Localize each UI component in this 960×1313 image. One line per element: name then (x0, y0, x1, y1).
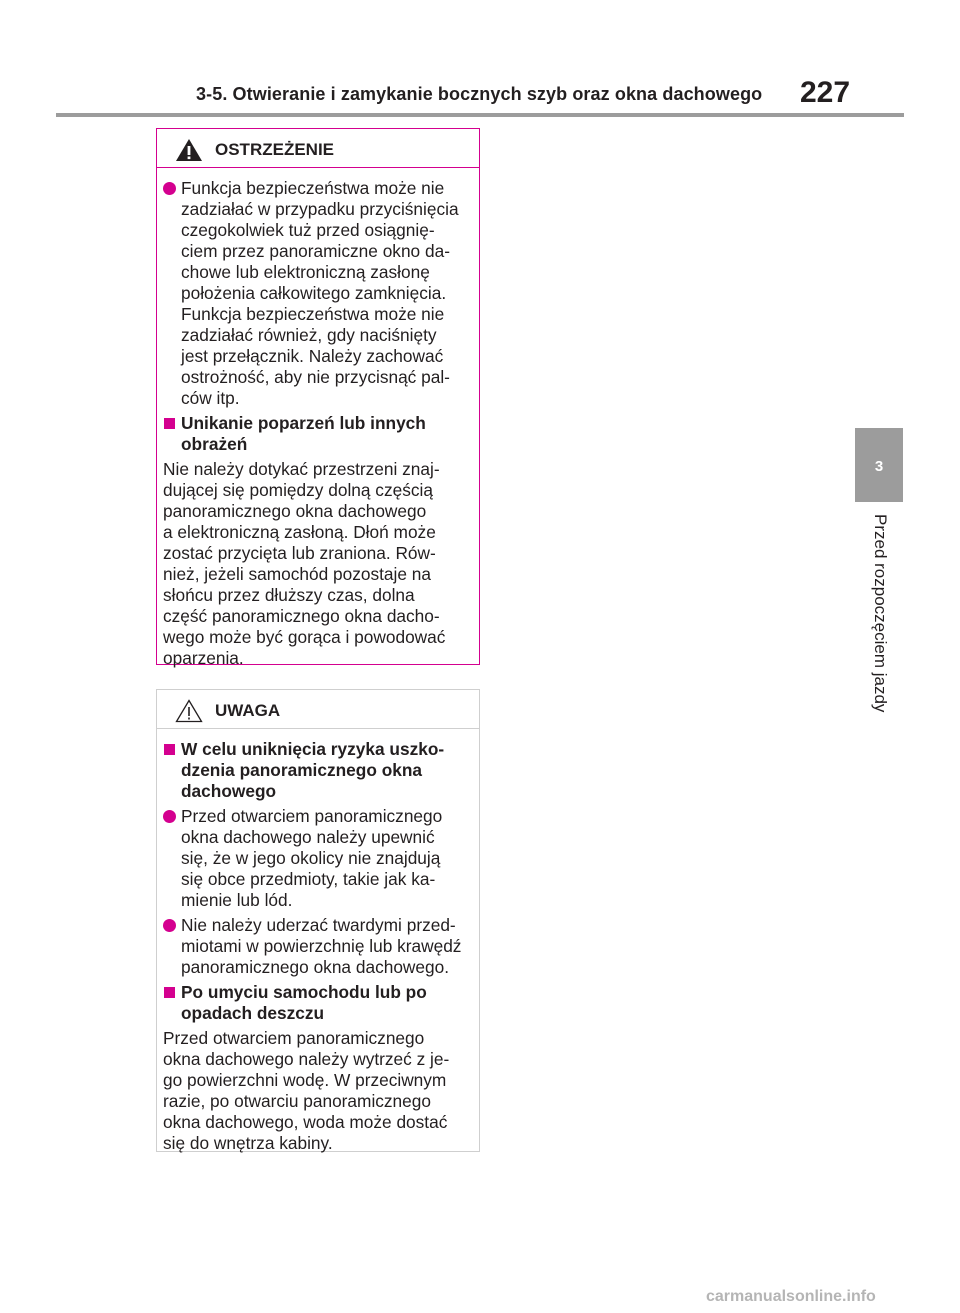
caution-box-header (157, 690, 479, 729)
caution-heading: UWAGA (215, 701, 281, 720)
text-line: czegokolwiek tuż przed osiągnię- (181, 220, 435, 240)
circle-bullet-icon (163, 810, 176, 823)
caution-box (156, 689, 480, 1152)
text-line: okna dachowego należy wytrzeć z je- (163, 1049, 450, 1069)
text-line: razie, po otwarciu panoramicznego (163, 1091, 432, 1111)
text-line: obrażeń (181, 434, 248, 454)
text-line: Po umyciu samochodu lub po (181, 982, 427, 1002)
text-line: dachowego (181, 781, 277, 801)
text-line: okna dachowego, woda może dostać (163, 1112, 448, 1132)
text-line: się do wnętrza kabiny. (163, 1133, 333, 1153)
text-line: ostrożność, aby nie przycisnąć pal- (181, 367, 450, 387)
warning-box (156, 128, 480, 668)
circle-bullet-icon (163, 182, 176, 195)
text-line: opadach deszczu (181, 1003, 325, 1023)
bullet-item (163, 178, 475, 409)
text-line: nież, jeżeli samochód pozostaje na (163, 564, 432, 584)
paragraph (163, 459, 475, 669)
text-line: oparzenia. (163, 648, 244, 668)
square-bullet-icon (164, 987, 175, 998)
text-line: Przed otwarciem panoramicznego (163, 1028, 425, 1048)
text-line: słońcu przez dłuższy czas, dolna (163, 585, 415, 605)
text-line: Unikanie poparzeń lub innych (181, 413, 426, 433)
subheading (163, 413, 475, 455)
warning-box-body (157, 168, 479, 669)
square-bullet-icon (164, 744, 175, 755)
text-line: chowe lub elektroniczną zasłonę (181, 262, 430, 282)
text-line: go powierzchni wodę. W przeciwnym (163, 1070, 447, 1090)
text-line: się, że w jego okolicy nie znajdują (181, 848, 441, 868)
text-line: okna dachowego należy upewnić (181, 827, 435, 847)
text-line: ców itp. (181, 388, 240, 408)
text-line: Funkcja bezpieczeństwa może nie (181, 304, 445, 324)
text-line: panoramicznego okna dachowego (163, 501, 427, 521)
text-line: Nie należy uderzać twardymi przed- (181, 915, 456, 935)
text-line: jest przełącznik. Należy zachować (181, 346, 444, 366)
caution-triangle-icon (175, 699, 203, 723)
text-line: wego może być gorąca i powodować (163, 627, 446, 647)
text-line: mienie lub lód. (181, 890, 293, 910)
text-line: ciem przez panoramiczne okno da- (181, 241, 450, 261)
page-number: 227 (800, 76, 851, 109)
section-title: 3-5. Otwieranie i zamykanie bocznych szyb oraz okna dachowego (196, 84, 763, 104)
bullet-item (163, 806, 475, 911)
text-line: Funkcja bezpieczeństwa może nie (181, 178, 445, 198)
text-line: zadziałać również, gdy naciśnięty (181, 325, 437, 345)
paragraph (163, 1028, 475, 1154)
warning-triangle-icon (175, 138, 203, 162)
text-line: się obce przedmioty, takie jak ka- (181, 869, 436, 889)
chapter-title: Przed rozpoczęciem jazdy (871, 514, 890, 713)
warning-box-header (157, 129, 479, 168)
bullet-item (163, 915, 475, 978)
subheading (163, 982, 475, 1024)
text-line: a elektroniczną zasłoną. Dłoń może (163, 522, 436, 542)
text-line: dującej się pomiędzy dolną częścią (163, 480, 433, 500)
text-line: zostać przycięta lub zraniona. Rów- (163, 543, 436, 563)
text-line: Przed otwarciem panoramicznego (181, 806, 443, 826)
text-line: część panoramicznego okna dacho- (163, 606, 440, 626)
text-line: położenia całkowitego zamknięcia. (181, 283, 447, 303)
watermark: carmanualsonline.info (706, 1288, 876, 1305)
text-line: W celu uniknięcia ryzyka uszko- (181, 739, 445, 759)
text-line: dzenia panoramicznego okna (181, 760, 423, 780)
warning-heading: OSTRZEŻENIE (215, 140, 335, 159)
circle-bullet-icon (163, 919, 176, 932)
caution-box-body (157, 729, 479, 1154)
text-line: panoramicznego okna dachowego. (181, 957, 450, 977)
subheading (163, 739, 475, 802)
text-line: zadziałać w przypadku przyciśnięcia (181, 199, 459, 219)
chapter-tab: 3 (855, 428, 903, 502)
text-line: miotami w powierzchnię lub krawędź (181, 936, 462, 956)
header-rule (56, 113, 904, 117)
square-bullet-icon (164, 418, 175, 429)
text-line: Nie należy dotykać przestrzeni znaj- (163, 459, 440, 479)
